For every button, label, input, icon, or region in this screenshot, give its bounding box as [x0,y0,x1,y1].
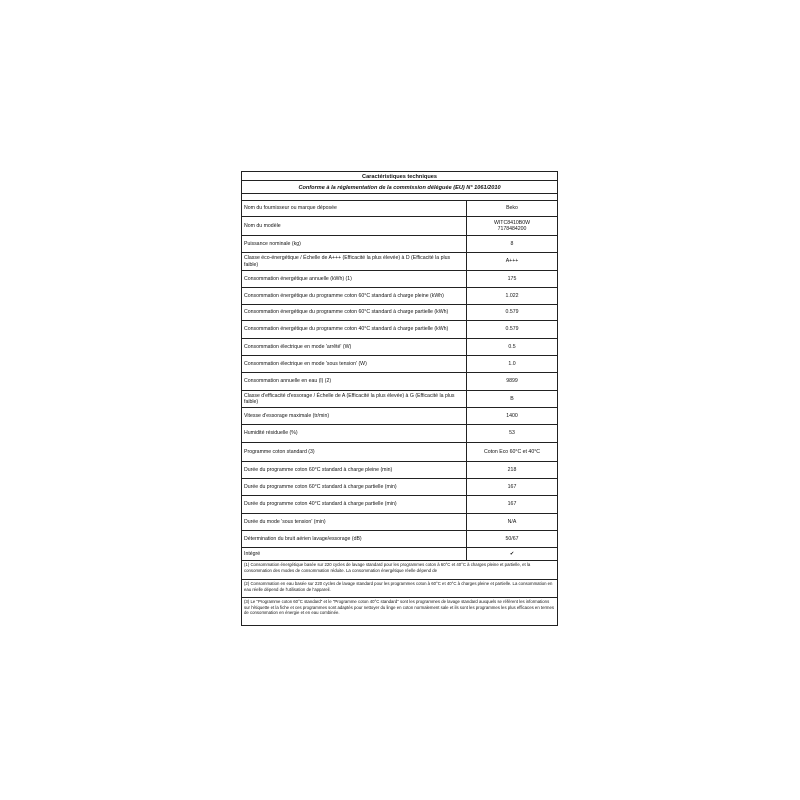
spec-table [242,201,557,561]
spec-row [242,321,557,339]
spec-label: Durée du programme coton 60°C standard à charge pleine (min) [242,462,467,478]
spec-label: Intégré [242,548,467,560]
spec-value: 218 [507,466,517,473]
spec-label: Consommation énergétique du programme coton 60°C standard à charge partielle (kWh) [242,305,467,320]
spec-label: Consommation énergétique du programme coton 40°C standard à charge partielle (kWh) [242,321,467,338]
spec-label: Nom du modèle [242,217,467,235]
spec-row [242,253,557,271]
spec-label: Humidité résiduelle (%) [242,425,467,442]
spec-value: 167 [507,501,517,508]
spec-row [242,305,557,321]
spec-value: WITC8410B0W 7178484200 [493,219,531,232]
footnote: (3) Le "Programme coton 60°C standard" et le "Programme coton 40°C standard" sont les programmes de lavage standard auxquels se réfèrent les informations sur l'étiquette et la fiche et ces programmes sont adaptés pour nettoyer du linge en coton normalement sale et ils sont les programmes les plus efficaces en termes de consommation en énergie et en eau combinée. [244,599,555,616]
spec-value: Beko [506,205,518,212]
technical-spec-sheet [241,171,558,626]
spec-row [242,356,557,373]
header-spacer [242,194,557,201]
spec-value: 1.022 [505,292,519,299]
spec-row [242,443,557,462]
spec-row [242,548,557,561]
spec-label: Consommation énergétique du programme coton 60°C standard à charge pleine (kWh) [242,288,467,304]
spec-value: 1.0 [508,360,516,367]
spec-row [242,271,557,288]
spec-row [242,288,557,305]
spec-label: Classe éco-énergétique / Échelle de A+++ (Efficacité la plus élevée) à D (Efficacité la plus faible) [242,253,467,270]
spec-row [242,531,557,548]
spec-value: 8 [510,240,514,247]
spec-value: B [510,395,514,402]
spec-value: 0.579 [505,326,519,333]
spec-label: Puissance nominale (kg) [242,236,467,252]
spec-row [242,339,557,356]
spec-value: 9899 [506,378,518,385]
spec-label: Consommation annuelle en eau (l) (2) [242,373,467,390]
spec-label: Programme coton standard (3) [242,443,467,461]
spec-row [242,201,557,217]
spec-value: 53 [509,430,515,437]
spec-row [242,514,557,531]
spec-label: Consommation électrique en mode 'sous tension' (W) [242,356,467,372]
spec-value: 0.5 [508,343,516,350]
spec-label: Durée du mode 'sous tension' (min) [242,514,467,530]
spec-row [242,217,557,236]
spec-label: Classe d'efficacité d'essorage / Échelle de A (Efficacité la plus élevée) à G (Efficacité la plus faible) [242,391,467,407]
spec-label: Durée du programme coton 40°C standard à charge partielle (min) [242,496,467,513]
spec-value: 1400 [506,412,518,419]
spec-value: 0.579 [505,309,519,316]
spec-row [242,479,557,496]
spec-label: Vitesse d'essorage maximale (tr/min) [242,408,467,424]
spec-value: 175 [507,275,517,282]
spec-label: Durée du programme coton 60°C standard à charge partielle (min) [242,479,467,495]
spec-value: 167 [507,483,517,490]
spec-value: Coton Eco 60°C et 40°C [483,448,541,455]
check-icon: ✔ [509,550,515,557]
spec-row [242,391,557,408]
spec-row [242,373,557,391]
spec-row [242,462,557,479]
footnotes [242,561,557,625]
sheet-subtitle: Conforme à la réglementation de la commission déléguée (EU) N° 1061/2010 [242,181,557,194]
spec-value: 50/67 [505,535,519,542]
spec-row [242,496,557,514]
spec-label: Nom du fournisseur ou marque déposée [242,201,467,216]
footnote: (1) Consommation énergétique basée sur 220 cycles de lavage standard pour les programmes coton à 60°C et 40°C à charges pleine et partielle, et la consommation des modes de consommation réduite. La consommation énergétique réelle dépend de [242,561,557,580]
footnote: (2) Consommation en eau basée sur 220 cycles de lavage standard pour les programmes coton à 60°C et 40°C à charges pleine et partielle. La consommation en eau réelle dépend de l'utilisation de l'appareil. [242,580,557,598]
spec-value: N/A [507,518,517,525]
spec-label: Consommation électrique en mode 'arrêté' (W) [242,339,467,355]
sheet-title: Caractéristiques techniques [242,172,557,181]
spec-label: Consommation énergétique annuelle (kWh) (1) [242,271,467,287]
spec-row [242,236,557,253]
spec-label: Détermination du bruit aérien lavage/essorage (dB) [242,531,467,547]
spec-value: A+++ [505,258,519,265]
spec-row [242,425,557,443]
spec-row [242,408,557,425]
